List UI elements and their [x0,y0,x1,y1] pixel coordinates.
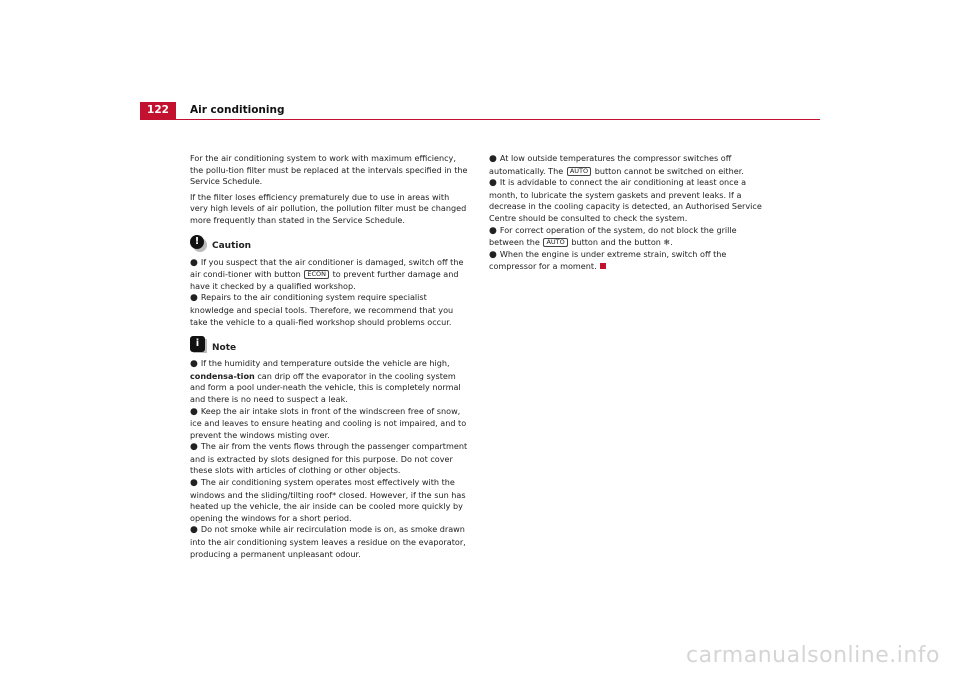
caution-bullet-1: ● If you suspect that the air conditioner is damaged, switch off the air condi-tioner with button ECON to prevent further damage and have it checked by a qualified workshop. [190,256,464,291]
note-bullet-2: ● Keep the air intake slots in front of the windscreen free of snow, ice and leaves to ensure heating and cooling is not impaired, and to prevent the windows misting over. [190,405,467,440]
watermark: carmanualsonline.info [686,643,940,668]
right-bullet-1: ● At low outside temperatures the compressor switches off automatically. The AUTO button cannot be switched on either. [489,153,744,176]
right-bullet-4: ● When the engine is under extreme strain, switch off the compressor for a moment. [489,248,727,272]
caution-heading [190,235,468,255]
info-icon: i [190,336,205,352]
left-column [190,153,468,560]
exclamation-icon: ! [190,235,204,249]
page-header [140,102,820,120]
intro-paragraph-2: If the filter loses efficiency prematurely due to use in areas with very high levels of air pollution, the pollution filter must be changed more frequently than stated in the Service Schedule. [190,191,467,225]
note-bullet-1: ● If the humidity and temperature outside the vehicle are high, condensa-tion can drip off the evaporator in the cooling system and form a pool under-neath the vehicle, this is completely normal and there is no need to suspect a leak. [190,358,461,404]
header-rule [140,119,820,120]
caution-title: Caution [212,240,252,251]
note-title: Note [212,343,237,354]
econ-button-label: ECON [304,270,329,279]
right-bullet-2: ● It is advidable to connect the air conditioning at least once a month, to lubricate the system gaskets and prevent leaks. If a decrease in the cooling capacity is detected, an Authorised Service Centre should be consulted to check the system. [489,177,762,223]
right-column [489,153,769,273]
intro-paragraph-1: For the air conditioning system to work with maximum efficiency, the pollu-tion filter must be replaced at the intervals specified in the Service Schedule. [190,153,468,187]
page-number: 122 [140,102,176,119]
note-bullet-5: ● Do not smoke while air recirculation mode is on, as smoke drawn into the air conditioning system leaves a residue on the evaporator, producing a permanent unpleasant odour. [190,524,466,559]
right-bullet-3: ● For correct operation of the system, do not block the grille between the AUTO button and the button ❄. [489,224,737,248]
vent-icon: ❄ [663,238,671,248]
auto-button-label-2: AUTO [543,238,567,247]
note-bullet-4: ● The air conditioning system operates most effectively with the windows and the sliding/tilting roof* closed. However, if the sun has heated up the vehicle, the air inside can be cooled more quickly by opening the windows for a short period. [190,477,466,523]
caution-bullet-2: ● Repairs to the air conditioning system require specialist knowledge and special tools. Therefore, we recommend that you take the vehicle to a quali-fied workshop should problems occur. [190,292,454,327]
note-heading [190,336,468,356]
section-title: Air conditioning [190,104,285,116]
end-of-section-icon [600,263,606,269]
auto-button-label: AUTO [567,167,591,176]
note-bullet-3: ● The air from the vents flows through the passenger compartment and is extracted by slots designed for this purpose. Do not cover these slots with articles of clothing or other objects. [190,441,468,476]
